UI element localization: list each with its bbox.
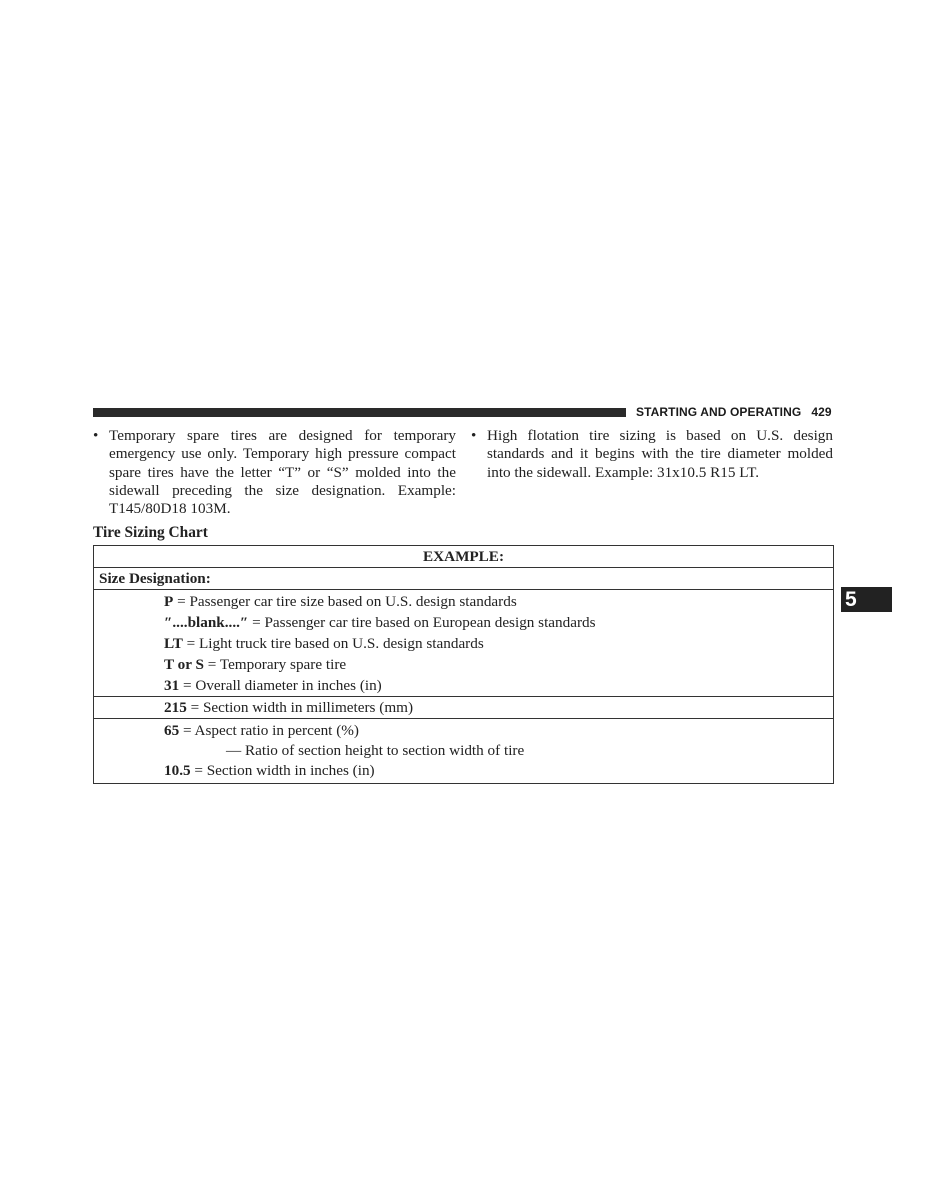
chart-header: EXAMPLE: — [94, 546, 833, 568]
table-row — [94, 591, 833, 612]
row-desc: = Aspect ratio in percent (%) — [179, 722, 359, 739]
table-row-note: — Ratio of section height to section width of tire — [226, 742, 525, 759]
header-rule — [93, 408, 626, 417]
bullet-icon: • — [471, 427, 477, 444]
row-term: ″....blank....″ — [164, 614, 249, 631]
bullet-icon: • — [93, 427, 99, 444]
table-row — [94, 697, 833, 718]
tire-sizing-chart — [93, 545, 834, 784]
bullet-item-high-flotation — [471, 427, 833, 482]
row-term: 31 — [164, 677, 180, 694]
row-desc: = Section width in inches (in) — [190, 762, 375, 779]
row-desc: = Passenger car tire size based on U.S. design standards — [173, 593, 517, 610]
table-row — [94, 654, 833, 675]
table-row — [94, 612, 833, 633]
chart-block-type — [94, 590, 833, 697]
table-row — [94, 760, 833, 781]
bullet-text: Temporary spare tires are designed for temporary emergency use only. Temporary high pressure compact spare tires have the letter “T” or “S” molded into the sidewall preceding the size designation. Example: T145/80D18 103M. — [109, 427, 456, 518]
right-column — [471, 427, 833, 482]
running-header — [636, 405, 832, 421]
row-term: P — [164, 593, 174, 610]
section-name: STARTING AND OPERATING — [636, 405, 802, 419]
row-term: 65 — [164, 722, 180, 739]
table-row — [94, 675, 833, 696]
page-number: 429 — [811, 405, 832, 419]
row-desc: = Section width in millimeters (mm) — [186, 699, 414, 716]
row-term: 10.5 — [164, 762, 191, 779]
row-desc: = Overall diameter in inches (in) — [179, 677, 382, 694]
left-column — [93, 427, 456, 518]
row-term: 215 — [164, 699, 187, 716]
row-term: T or S — [164, 656, 204, 673]
table-row — [94, 633, 833, 654]
bullet-text: High flotation tire sizing is based on U.S. design standards and it begins with the tire diameter molded into the sidewall. Example: 31x10.5 R15 LT. — [487, 427, 833, 481]
row-term: LT — [164, 635, 183, 652]
bullet-item-temporary-spare — [93, 427, 456, 518]
row-desc: = Light truck tire based on U.S. design standards — [182, 635, 484, 652]
chart-label: Size Designation: — [94, 568, 833, 590]
section-title: Tire Sizing Chart — [93, 524, 208, 541]
row-desc: = Temporary spare tire — [203, 656, 347, 673]
chart-block-aspect — [94, 719, 833, 783]
chart-block-width — [94, 697, 833, 719]
chapter-tab: 5 — [841, 587, 892, 612]
table-row — [94, 720, 833, 741]
row-desc: = Passenger car tire based on European design standards — [248, 614, 596, 631]
